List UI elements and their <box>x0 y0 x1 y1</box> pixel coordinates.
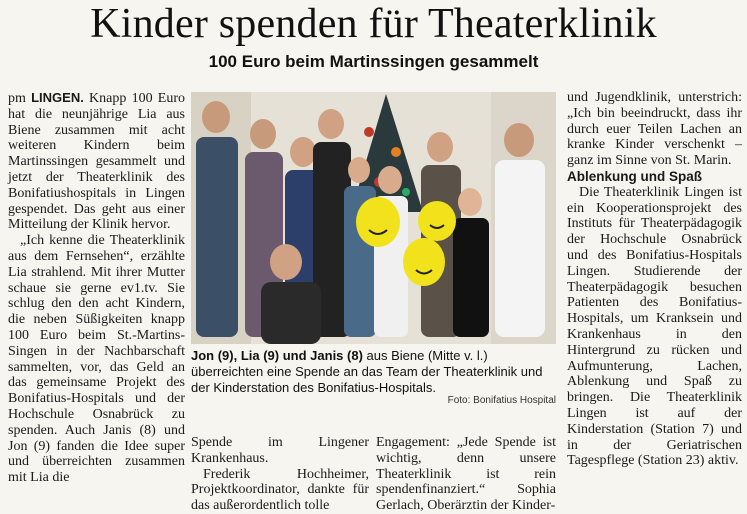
article-column-4 <box>567 90 742 469</box>
paragraph <box>8 90 185 233</box>
caption-text: aus Biene (Mitte v. l.) überreichten eine Spende an das Team der Theaterklinik und der Kinderstation des Bonifatius-Hospitals. <box>191 348 543 395</box>
paragraph: Spende im Lingener Krankenhaus. <box>191 435 369 466</box>
paragraph: Engagement: „Jede Spende ist wichtig, denn unsere Theaterklinik ist rein spendenfinanziert.“ Sophia Gerlach, Oberärztin der Kinder- <box>376 435 556 514</box>
article-column-3 <box>376 435 556 514</box>
section-heading: Ablenkung und Spaß <box>567 168 702 184</box>
dateline: LINGEN. <box>31 90 84 105</box>
paragraph-text: Knapp 100 Euro hat die neunjährige Lia aus Biene zusammen mit acht weiteren Kindern beim Martinssingen gesammelt und jetzt der Theaterklinik des Bonifatiushospitals in Lingen gespendet. Das geht aus einer Mitteilung der Klinik hervor. <box>8 91 186 233</box>
photo-credit: Foto: Bonifatius Hospital <box>447 395 556 406</box>
article-photo <box>191 92 556 344</box>
subheadline: 100 Euro beim Martinssingen gesammelt <box>208 52 539 71</box>
article-column-2 <box>191 435 369 514</box>
paragraph: und Jugendklinik, unterstrich: „Ich bin beeindruckt, dass ihr durch euer Teilen Lachen an kranke Kinder verschenkt – ganz im Sinne von St. Marin. <box>567 90 742 169</box>
paragraph: Frederik Hochheimer, Projektkoordinator, dankte für das außerordentlich tolle <box>191 466 369 514</box>
author-initials: pm <box>8 91 32 106</box>
paragraph: „Ich kenne die Theaterklinik aus dem Fernsehen“, erzählte Lia strahlend. Mit ihrer Mutter schaue sie gerne ev1.tv. Sie schlug den den acht Kindern, die neben Süßigkeiten knapp 100 Euro beim St.-Martins-Singen in der Nachbarschaft sammelten, vor, das Geld an das gemeinsame Projekt des Bonifatius-Hospitals und der Hochschule Osnabrück zu spenden. Auch Janis (8) und Jon (9) fanden die Idee super und überreichten zusammen mit Lia die <box>8 233 185 486</box>
article-column-1 <box>8 90 185 486</box>
paragraph: Die Theaterklinik Lingen ist ein Kooperationsprojekt des Instituts für Theaterpädagogik der Hochschule Osnabrück und des Bonifatius-Hospitals Lingen. Studierende der Theaterpädagogik besuchen Patienten des Bonifatius-Hospitals, um Kranksein und Krankenhaus in den Hintergrund zu rücken und Aufmunterung, Lachen, Ablenkung und Spaß zu bringen. Die Theaterklinik Lingen ist auf der Kinderstation (Station 7) und in der Geriatrischen Tagespflege (Station 23) aktiv. <box>567 184 742 469</box>
photo-caption <box>191 348 556 407</box>
caption-names: Jon (9), Lia (9) und Janis (8) <box>191 348 363 363</box>
headline: Kinder spenden für Theaterklinik <box>90 1 657 47</box>
